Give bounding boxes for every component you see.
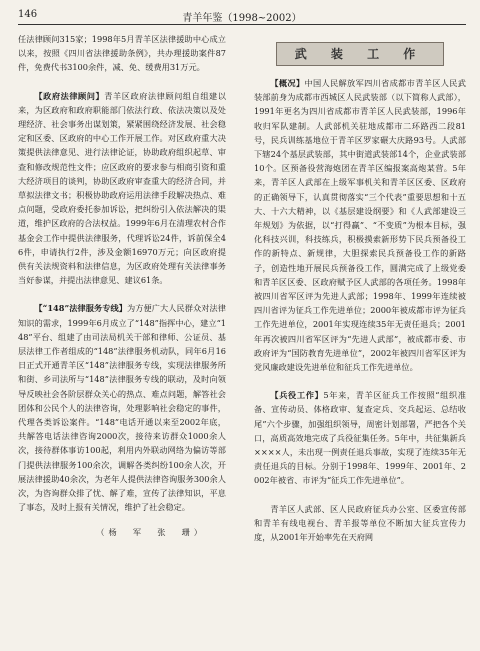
paragraph-text: 为方便广大人民群众对法律知识的需求，1999年6月成立了“148”指挥中心，建立“148”平台、组建了由司法局机关干部和律师、公证员、基层法律工作者组成的“148”法律服务机动队，同年6月16日正式开通青羊区“148”法律服务专线，实现法律服务所和街、乡司法所与“148”法律服务专线的联动，及时向领导反映社会各阶层群众关心的热点、难点问题，解答社会团体和公民个人的法律咨询，处理影响社会稳定的事件，代理各类诉讼案件。“148”电话开通以来至2002年底，共解答电话法律咨询2000次，接待来访群众1000余人次，接待群体事访100起，利用内外联动网络为偏访等部门提供法律服务100余次，调解各类纠纷100余人次，开展法律援助40余次，为老年人提供法律咨询服务300余人次，为咨询群众排了忧、解了难，宣传了法律知识，平息了事态，及时上报有关情况，维护了社会稳定。 bbox=[18, 303, 226, 513]
section-heading: 【政府法律顾问】 bbox=[34, 90, 105, 101]
author-signature: （杨 军 张 珊） bbox=[96, 526, 206, 537]
section-heading: 【概况】 bbox=[270, 78, 305, 88]
paragraph-text: 青羊区政府法律顾问组自组建以来，为区政府和政府职能部门依法行政、依法决策以及处理经济、社会事务出谋划策，紧紧围绕经济发展、社会稳定和区委、区政府的中心工作开展工作。对区政府重大决策提供法律意见、进行法律论证，协助政府组织起草、审查和修改规范性文件；应区政府的要求参与相商引资和重大经济项目的谈判，协助区政府审查重大的经济合同，并草拟法律文书；积极协助政府运用法律手段解决热点、难点问题，受政府委托参加诉讼，把纠纷引入依法解决的渠道，维护区政府的合法权益。1999年6月在清理农村合作基金会工作中提供法律服务，代理诉讼24件，诉前保全46件，申请执行2件，涉及金额16970万元；向区政府提供有关法规资料和法律信息，为区政府处理有关法律事务当好参谋，并提出法律意见、建议61条。 bbox=[18, 90, 226, 286]
section-heading: 【兵役工作】 bbox=[270, 390, 324, 401]
section-heading: 【“148”法律服务专线】 bbox=[34, 303, 127, 314]
paragraph: 任法律顾问315家；1998年5月青羊区法律援助中心成立以来，按照《四川省法律援助条例》，共办理援助案件87件，免费代书3100余件，减、免、缓费用31万元。 bbox=[18, 34, 226, 73]
paragraph-text: 中国人民解放军四川省成都市青羊区人民武装部前身为成都市西城区人民武装部（以下简称人武部），1991年更名为四川省成都市青羊区人民武装部，1996年收归军队建制。人武部机关驻地成都市二环路西二段81号，民兵训练基地位于青羊区罗家碾大庆路93号。人武部下辖24个基层武装部，其中街道武装部14个，企业武装部10个。区预备役营海炮团在青羊区编报案高炮某营。5年来，青羊区人武部在上级军事机关和青羊区区委、区政府的正确领导下，认真贯彻落实“三个代表”重要思想和十五大、十六大精神，以《基层建设纲要》和《人武部建设三年规划》为依据，以“打得赢”、“不变质”为根本目标，强化科技兴训，科技练兵，积极摸索新形势下民兵预备役工作的新特点、新规律，大胆探索民兵预备役工作的新路子，创造性地开展民兵预备役工作，圆满完成了上级党委和青羊区区委、区政府赋予区人武部的各项任务。1998年被四川省军区评为先进人武部；1998年、1999年连续被四川省评为征兵工作先进单位；2000年被成都市评为征兵工作先进单位，2001年实现连续35年无责任退兵；2001年再次被四川省军区评为“先进人武部”，被成都市委、市政府评为“国防教育先进单位”，2002年被四川省军区评为党风廉政建设先进单位和征兵工作先进单位。 bbox=[254, 78, 466, 373]
page-number: 146 bbox=[18, 9, 38, 20]
paragraph-overview bbox=[254, 76, 466, 374]
paragraph-148-hotline bbox=[18, 301, 226, 514]
running-title: 青羊年鉴（1998~2002） bbox=[182, 13, 302, 24]
left-column bbox=[18, 32, 226, 539]
section-title-banner: 武 装 工 作 bbox=[276, 42, 444, 66]
right-column bbox=[254, 32, 466, 544]
running-header bbox=[18, 8, 466, 25]
paragraph-military-service bbox=[254, 388, 466, 487]
paragraph: 青羊区人武部、区人民政府征兵办公室、区委宣传部和青羊有线电视台、青羊报等单位不断加大征兵宣传力度，从2001年开始率先在天府网 bbox=[254, 503, 466, 543]
paragraph-legal-advisor bbox=[18, 89, 226, 288]
paragraph-text: 5年来，青羊区征兵工作按照“组织准备、宣传动员、体格政审、复查定兵、交兵起运、总结收尾”六个步骤，加强组织领导，周密计划部署，严把各个关口，高质高效地完成了兵役征集任务。5年中，共征集新兵××××人，未出现一例责任退兵事故，实现了连续35年无责任退兵的目标。分别于1998年、1999年、2001年、2002年被省、市评为“征兵工作先进单位”。 bbox=[254, 390, 466, 486]
